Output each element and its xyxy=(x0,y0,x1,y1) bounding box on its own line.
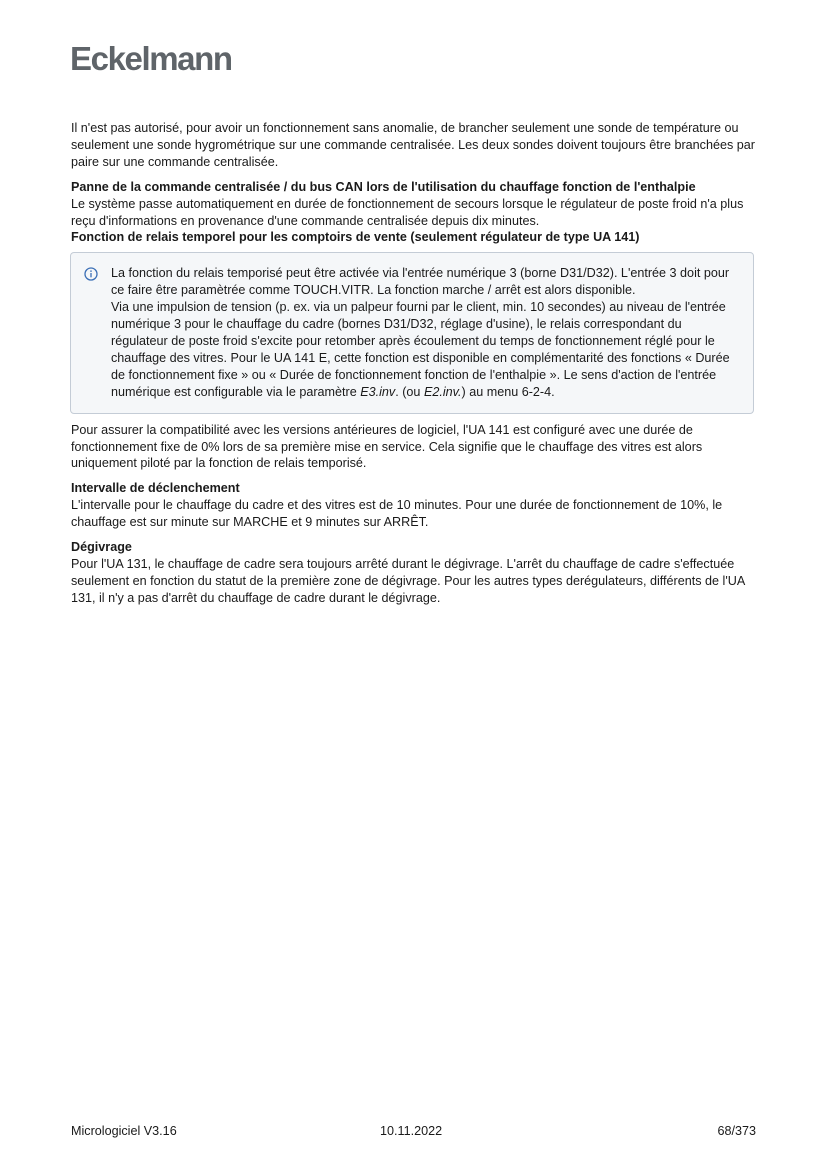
section-heading-defrost: Dégivrage xyxy=(71,540,132,555)
footer-firmware-version: Micrologiciel V3.16 xyxy=(71,1124,177,1138)
brand-logo: Eckelmann xyxy=(70,40,232,77)
param-e3-inv: E3.inv xyxy=(360,384,396,399)
note-paragraph-2-text: Via une impulsion de tension (p. ex. via un palpeur fourni par le client, min. 10 secondes) au niveau de l'entrée numérique 3 pour le chauffage du cadre (bornes D31/D32, réglage d'usine), le relais correspondant du régulateur de poste froid s'excite pour retomber après écoulement du temps de fonctionnement réglé pour le chauffage des vitres. Pour le UA 141 E, cette fonction est disponible en complémentarité des fonctions « Durée de fonctionnement fixe » ou « Durée de fonctionnement fonction de l'enthalpie ». Le sens d'action de l'entrée numérique est configurable via le paramètre xyxy=(111,300,730,399)
section-heading-interval: Intervalle de déclenchement xyxy=(71,481,240,496)
note-paragraph-2-mid: . (ou xyxy=(395,384,424,399)
note-paragraph-2 xyxy=(111,299,741,400)
intro-paragraph: Il n'est pas autorisé, pour avoir un fonctionnement sans anomalie, de brancher seulement une sonde de température ou seulement une sonde hygrométrique sur une commande centralisée. Les deux sondes doivent toujours être branchées par paire sur une commande centralisée. xyxy=(71,121,755,169)
info-icon xyxy=(84,267,98,281)
footer-date: 10.11.2022 xyxy=(380,1124,443,1138)
footer-page-number: 68/373 xyxy=(717,1124,756,1138)
note-paragraph-1: La fonction du relais temporisé peut être activée via l'entrée numérique 3 (borne D31/D32). L'entrée 3 doit pour ce faire être paramètrée comme TOUCH.VITR. La fonction marche / arrêt est alors disponible. xyxy=(111,266,730,298)
info-note-box xyxy=(70,252,754,413)
section-heading-can-failure: Panne de la commande centralisée / du bus CAN lors de l'utilisation du chauffage fonction de l'enthalpie xyxy=(71,179,696,194)
compatibility-paragraph: Pour assurer la compatibilité avec les versions antérieures de logiciel, l'UA 141 est configuré avec une durée de fonctionnement fixe de 0% lors de sa première mise en service. Cela signifie que le chauffage des vitres est alors uniquement piloté par la fonction de relais temporisé. xyxy=(71,422,703,471)
param-e2-inv: E2.inv. xyxy=(423,384,462,399)
note-paragraph-2-end: ) au menu 6-2-4. xyxy=(461,384,555,399)
section-body-can-failure: Le système passe automatiquement en durée de fonctionnement de secours lorsque le régulateur de poste froid n'a plus reçu d'informations en provenance d'une commande centralisée depuis dix minutes. xyxy=(71,196,744,228)
section-body-defrost: Pour l'UA 131, le chauffage de cadre sera toujours arrêté durant le dégivrage. L'arrêt du chauffage de cadre s'effectuée seulement en fonction du statut de la première zone de dégivrage. Pour les autres types derégulateurs, différents de l'UA 131, il n'y a pas d'arrêt du chauffage de cadre durant le dégivrage. xyxy=(71,556,745,605)
document-content xyxy=(71,120,759,607)
section-heading-relay: Fonction de relais temporel pour les comptoirs de vente (seulement régulateur de type UA 141) xyxy=(71,230,640,245)
info-note-text xyxy=(111,265,741,400)
section-body-interval: L'intervalle pour le chauffage du cadre et des vitres est de 10 minutes. Pour une durée de fonctionnement de 10%, le chauffage est sur minute sur MARCHE et 9 minutes sur ARRÊT. xyxy=(71,498,723,530)
